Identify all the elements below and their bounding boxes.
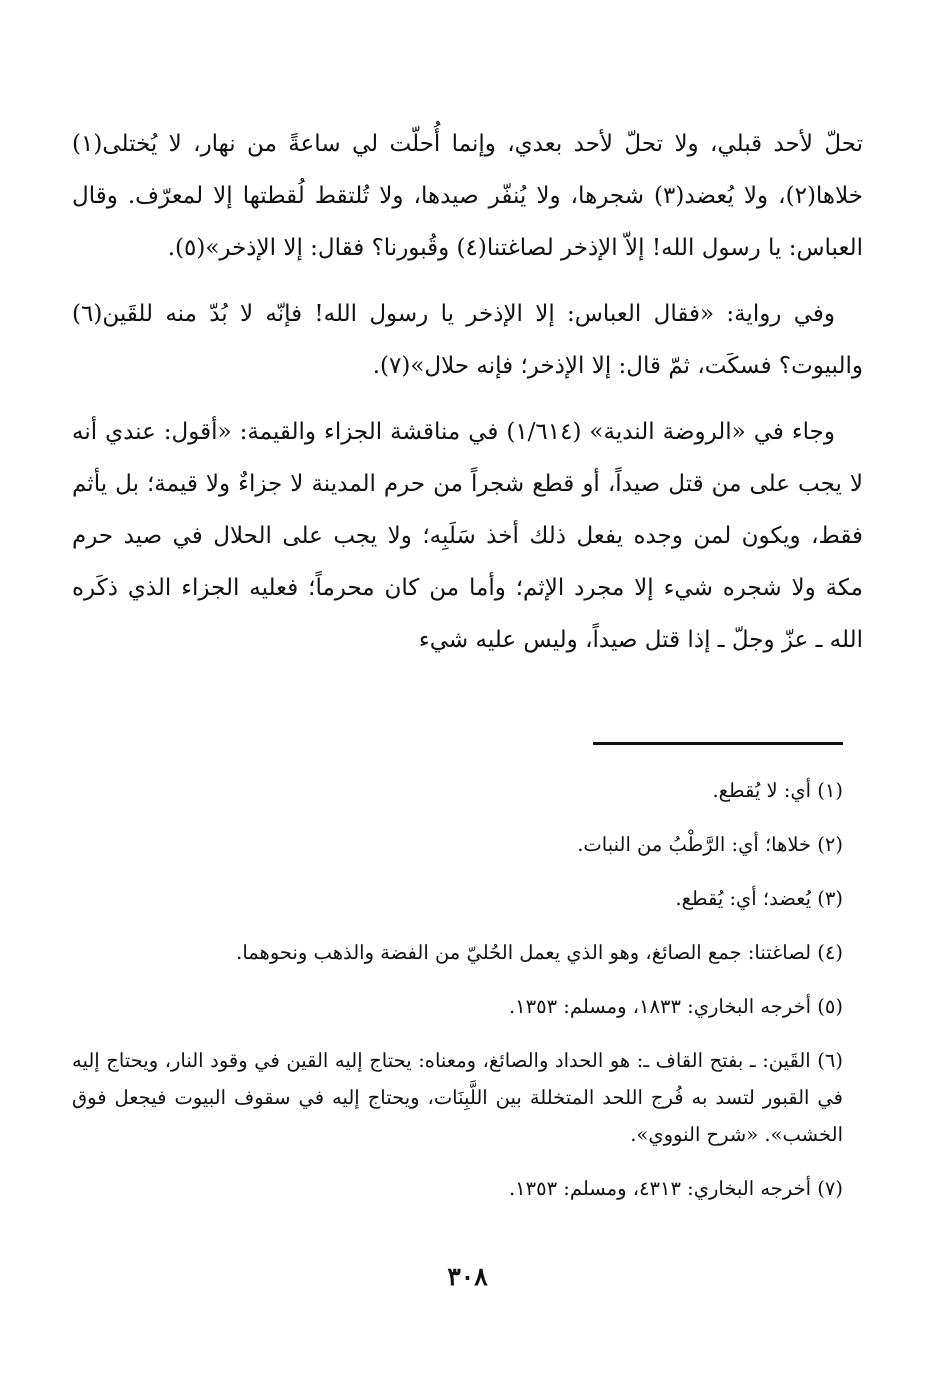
page-number: ٣٠٨ [447,1262,488,1291]
body-paragraph-3: وجاء في «الروضة الندية» (١/٦١٤) في مناقشة الجزاء والقيمة: «أقول: عندي أنه لا يجب على من قتل صيداً، أو قطع شجراً من حرم المدينة لا جزاءٌ ولا قيمة؛ بل يأثم فقط، ويكون لمن وجده يفعل ذلك أخذ سَلَبِه؛ ولا يجب على الحلال في صيد حرم مكة ولا شجره شيء إلا مجرد الإثم؛ وأما من كان محرماً؛ فعليه الجزاء الذي ذكَره الله ـ عزّ وجلّ ـ إذا قتل صيداً، وليس عليه شيء [72,419,863,653]
footnote-5: (٥) أخرجه البخاري: ١٨٣٣، ومسلم: ١٣٥٣. [508,995,843,1018]
footnotes [72,772,843,1224]
footnote-4: (٤) لصاغتنا: جمع الصائغ، وهو الذي يعمل الحُليّ من الفضة والذهب ونحوهما. [236,941,843,964]
body-paragraph-1: تحلّ لأحد قبلي، ولا تحلّ لأحد بعدي، وإنما أُحلّت لي ساعةً من نهار، لا يُختلى(١) خلاها(٢)، ولا يُعضد(٣) شجرها، ولا يُنفّر صيدها، ولا تُلتقط لُقطتها إلا لمعرّف. وقال العباس: يا رسول الله! إلاّ الإذخر لصاغتنا(٤) وقُبورنا؟ فقال: إلا الإذخر»(٥). [72,131,864,261]
footnote-divider [593,742,843,745]
footnote-6: (٦) القَين: ـ بفتح القاف ـ: هو الحداد والصائغ، ومعناه: يحتاج إليه القين في وقود النار، ويحتاج إليه في القبور لتسد به فُرج اللحد المتخللة بين اللَّبِنَات، ويحتاج إليه في سقوف البيوت فيجعل فوق الخشب». «شرح النووي». [72,1049,843,1146]
main-text [72,118,863,680]
footnote-3: (٣) يُعضد؛ أي: يُقطع. [675,887,843,910]
footnote-2: (٢) خلاها؛ أي: الرَّطْبُ من النبات. [577,833,843,856]
footnote-1: (١) أي: لا يُقطع. [712,779,843,802]
body-paragraph-2: وفي رواية: «فقال العباس: إلا الإذخر يا رسول الله! فإنّه لا بُدّ منه للقَين(٦) والبيوت؟ فسكَت، ثمّ قال: إلا الإذخر؛ فإنه حلال»(٧). [72,301,863,379]
footnote-7: (٧) أخرجه البخاري: ٤٣١٣، ومسلم: ١٣٥٣. [508,1177,843,1200]
